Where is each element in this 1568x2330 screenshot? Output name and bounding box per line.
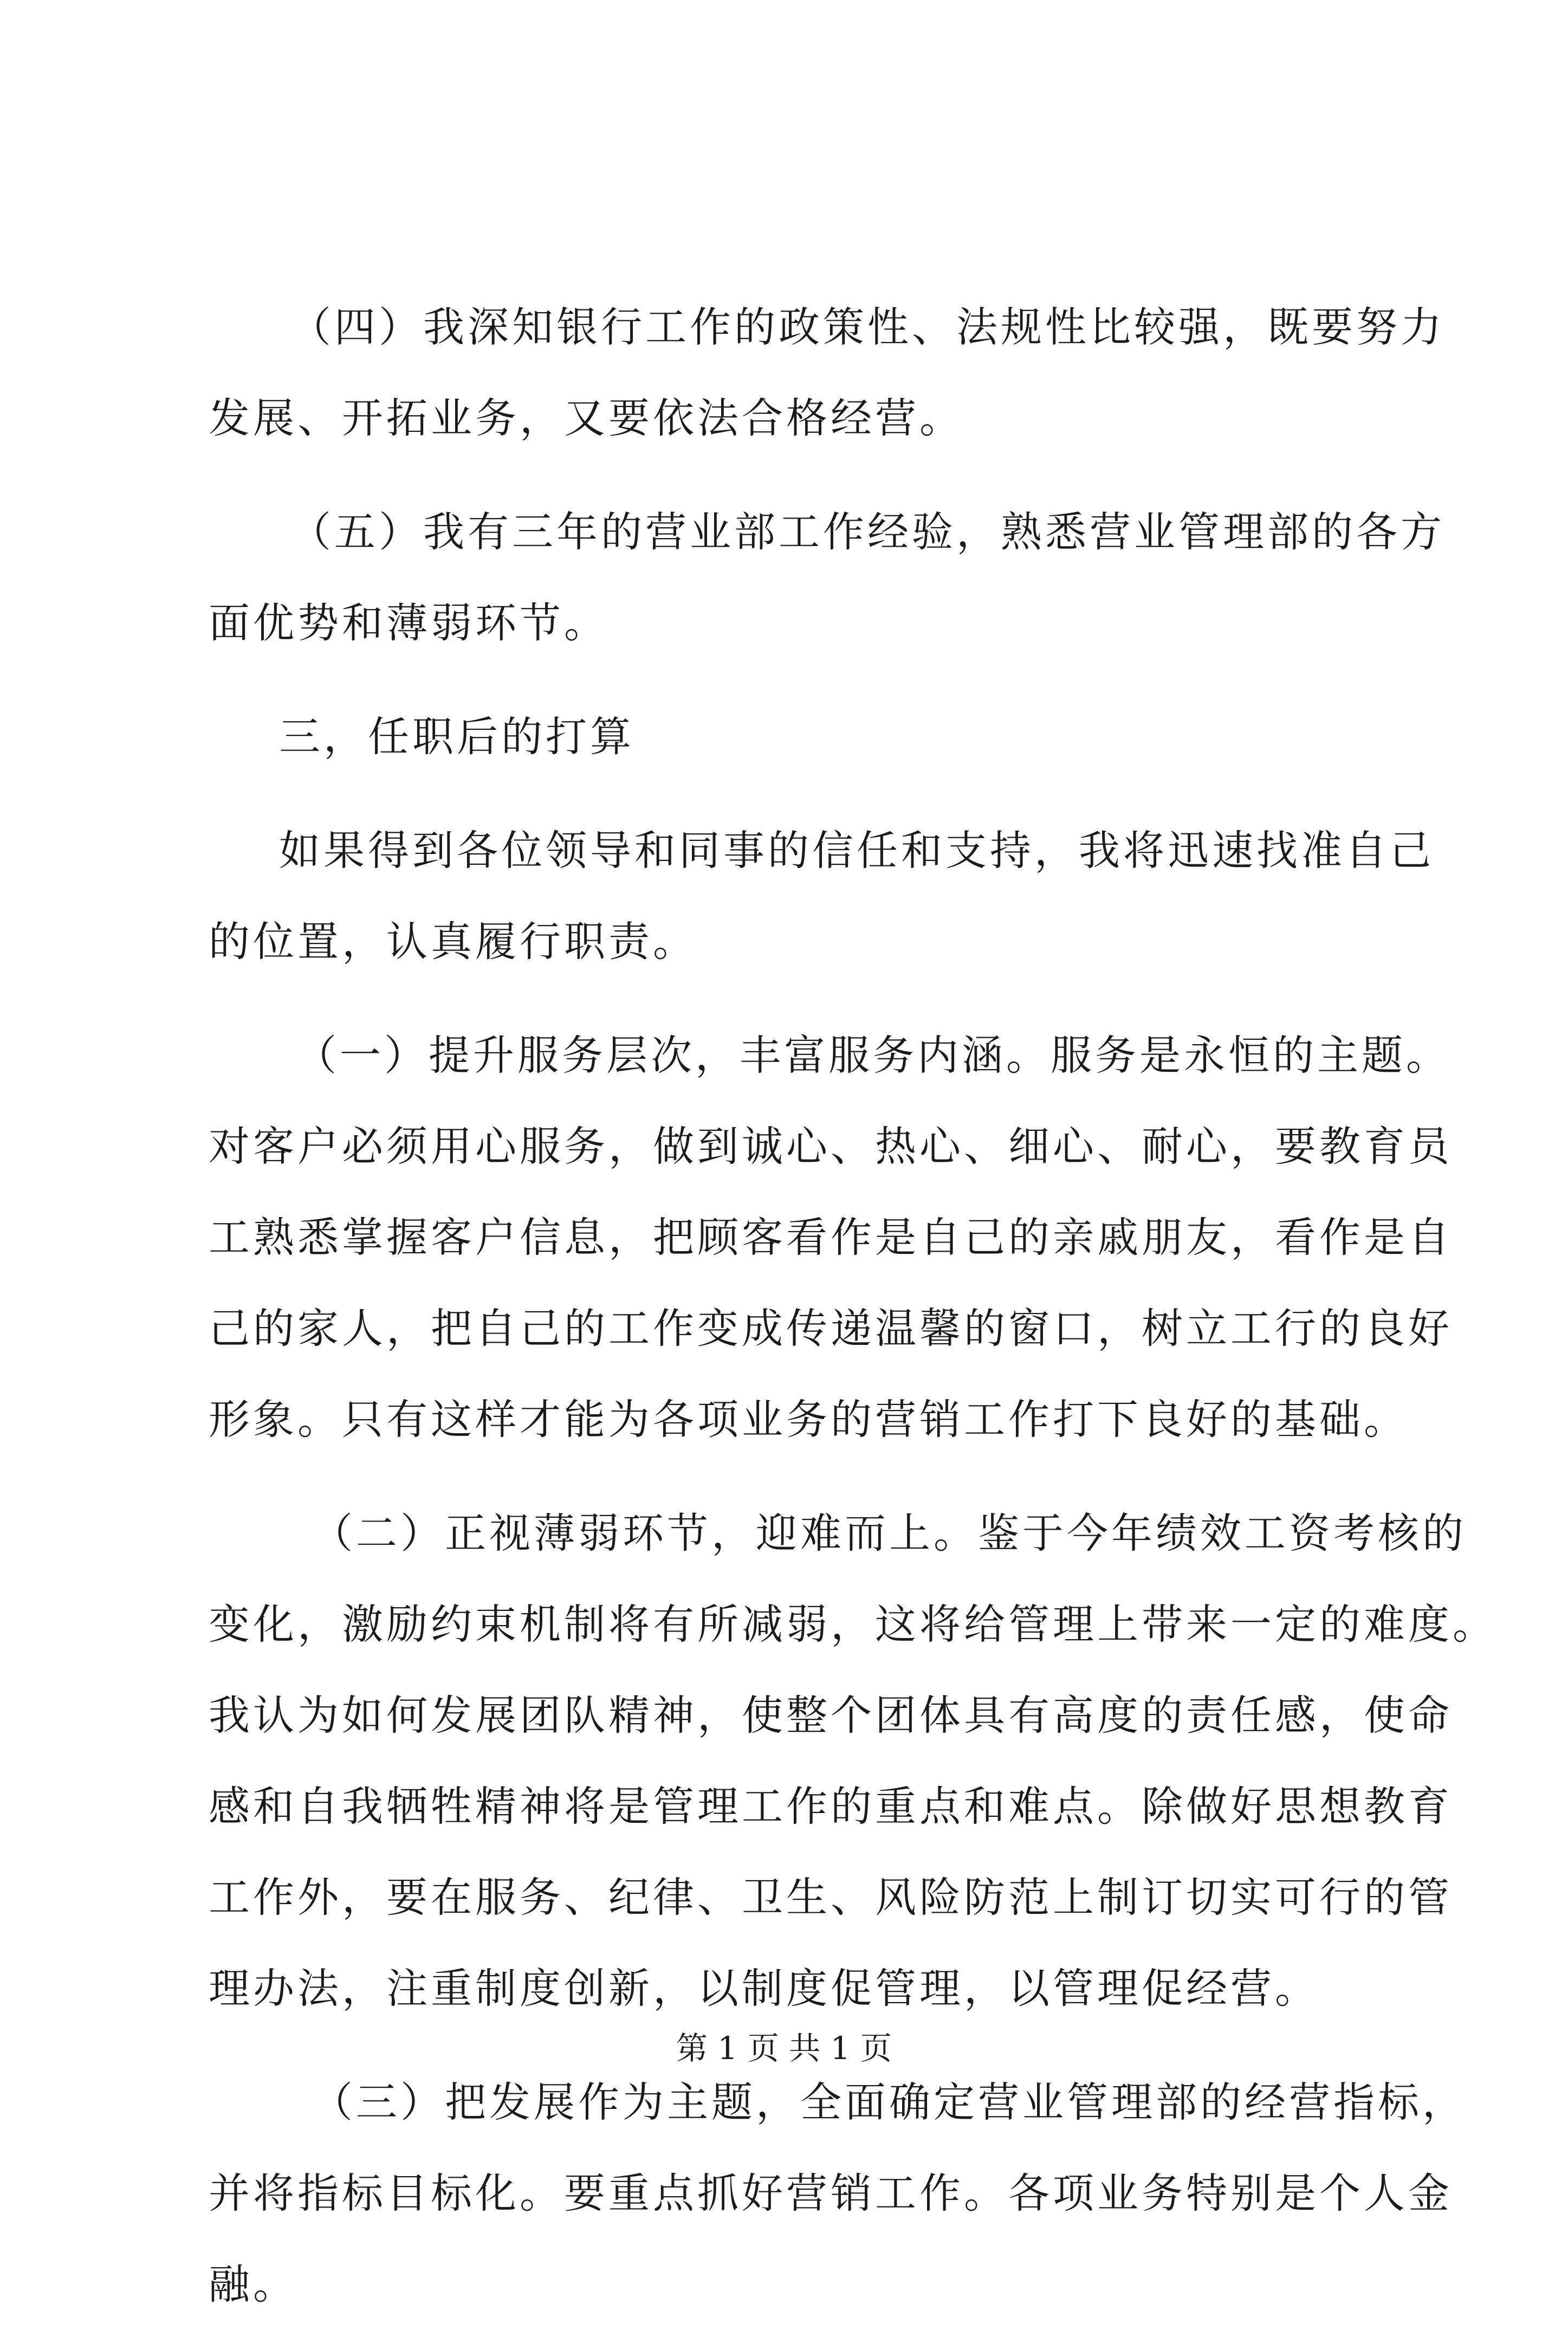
text-line: 感和自我牺牲精神将是管理工作的重点和难点。除做好思想教育 xyxy=(209,1782,1453,1830)
text-line: 融。 xyxy=(209,2260,297,2308)
text-line: （四）我深知银行工作的政策性、法规性比较强，既要努力 xyxy=(290,303,1445,351)
text-line: 理办法，注重制度创新，以制度促管理，以管理促经营。 xyxy=(209,1964,1319,2012)
text-line: （二）正视薄弱环节，迎难而上。鉴于今年绩效工资考核的 xyxy=(312,1509,1467,1557)
text-line: 并将指标目标化。要重点抓好营销工作。各项业务特别是个人金 xyxy=(209,2169,1453,2217)
text-line: （一）提升服务层次，丰富服务内涵。服务是永恒的主题。 xyxy=(295,1031,1450,1079)
text-line: 对客户必须用心服务，做到诚心、热心、细心、耐心，要教育员 xyxy=(209,1122,1453,1170)
text-line: 面优势和薄弱环节。 xyxy=(209,599,608,647)
text-line: （三）把发展作为主题，全面确定营业管理部的经营指标， xyxy=(312,2078,1467,2126)
text-line: （五）我有三年的营业部工作经验，熟悉营业管理部的各方 xyxy=(290,508,1445,556)
text-line: 形象。只有这样才能为各项业务的营销工作打下良好的基础。 xyxy=(209,1395,1408,1444)
text-line: 变化，激励约束机制将有所减弱，这将给管理上带来一定的难度。 xyxy=(209,1600,1497,1648)
document-body xyxy=(209,282,1497,2330)
text-line: 己的家人，把自己的工作变成传递温馨的窗口，树立工行的良好 xyxy=(209,1304,1453,1352)
text-line: 工熟悉掌握客户信息，把顾客看作是自己的亲戚朋友，看作是自 xyxy=(209,1213,1453,1261)
section-heading: 三，任职后的打算 xyxy=(279,713,634,761)
page-footer: 第 1 页 共 1 页 xyxy=(676,2030,892,2067)
text-line: 我认为如何发展团队精神，使整个团体具有高度的责任感，使命 xyxy=(209,1691,1453,1739)
text-line: 如果得到各位领导和同事的信任和支持，我将迅速找准自己 xyxy=(279,826,1434,875)
text-line: 工作外，要在服务、纪律、卫生、风险防范上制订切实可行的管 xyxy=(209,1873,1453,1921)
text-line: 的位置，认真履行职责。 xyxy=(209,917,697,966)
text-line: 发展、开拓业务，又要依法合格经营。 xyxy=(209,394,964,442)
